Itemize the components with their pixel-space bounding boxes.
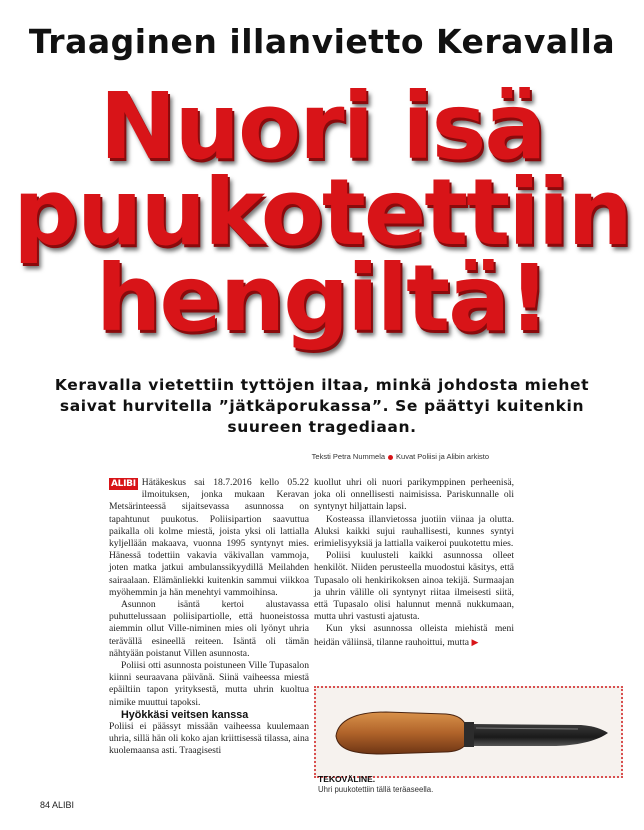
caption-title: TEKOVÄLINE. bbox=[318, 774, 376, 784]
paragraph bbox=[314, 623, 514, 648]
alibi-logo: ALIBI bbox=[111, 479, 136, 489]
page-folio: 84 ALIBI bbox=[40, 800, 75, 810]
paragraph: Poliisi otti asunnosta poistuneen Ville Tupasalon kiinni seuraavana päivänä. Siinä vaiheessa miestä epäiltiin tapon yrityksestä, mutta uhrin kuoltua nimike muuttui tapoksi. bbox=[109, 660, 309, 708]
paragraph: Kosteassa illanvietossa juotiin viinaa ja olutta. Aluksi kaikki sujui rauhallisesti, kunnes syntyi erimielisyyksiä ja lattialla vaikeroi puukotettu mies. bbox=[314, 513, 514, 550]
knife-blade bbox=[474, 724, 608, 746]
kicker: Traaginen illanvietto Keravalla bbox=[28, 22, 616, 61]
paragraph-text: Hätäkeskus sai 18.7.2016 kello 05.22 ilmoituksen, jonka mukaan Keravan Metsärinteessä sijaitsevassa asunnossa on tapahtunut puukotus. Poliisipartion saavuttua paikalla oli kolme miestä, joista yksi oli lattialla kyljellään makaava, vuonna 1995 syntynyt mies. Hänessä todettiin vakavia väkivallan vammoja, joten matka jatkui ambulanssikyydillä Meilahden sairaalaan. Elämänliekki kuitenkin sammui viikkoa myöhemmin ja hän menehtyi vammoihinsa. bbox=[109, 477, 309, 598]
knife-bolster bbox=[464, 722, 474, 747]
photo-credit: Kuvat Poliisi ja Alibin arkisto bbox=[396, 452, 489, 461]
headline-line-3: hengiltä! bbox=[95, 245, 549, 352]
caption-text: Uhri puukotettiin tällä teräaseella. bbox=[318, 785, 434, 794]
credit-separator-dot bbox=[388, 455, 393, 460]
article-column-2 bbox=[314, 477, 514, 649]
article-column-1 bbox=[109, 477, 309, 758]
paragraph bbox=[109, 477, 309, 599]
paragraph: Poliisi kuulusteli kaikki asunnossa olleet henkilöt. Niiden perusteella muodostui käsitys, että Tupasalo oli henkirikoksen ainoa tekijä. Surmaajan ja uhrin välille oli syntynyt riitaa ilmeisesti siitä, että Tupasalo olisi halunnut mennä nukkumaan, mutta uhri vastusti ajatusta. bbox=[314, 550, 514, 623]
headline-line-1: Nuori isä bbox=[99, 73, 545, 180]
knife-photo bbox=[314, 686, 623, 778]
knife-handle bbox=[336, 712, 466, 754]
subheading: Hyökkäsi veitsen kanssa bbox=[121, 708, 249, 721]
paragraph: Asunnon isäntä kertoi alustavassa puhuttelussaan poliisipartiolle, että huoneistossa aiemmin ollut Ville-niminen mies oli lyönyt uhria terävällä esineellä reiteen. Isäntä oli tämän nähtyään poistanut Villen asunnosta. bbox=[109, 599, 309, 659]
paragraph: kuollut uhri oli nuori parikymppinen perheenisä, joka oli onnellisesti naimisissa. Pariskunnalle oli syntynyt hiljattain lapsi. bbox=[314, 477, 514, 513]
credits bbox=[312, 452, 489, 461]
headline-line-2: puukotettiin bbox=[13, 159, 631, 266]
knife-illustration bbox=[316, 688, 621, 776]
paragraph: Poliisi ei päässyt missään vaiheessa kuulemaan uhria, sillä hän oli koko ajan kriittisessä tilassa, aina kuolemaansa asti. Traagisesti bbox=[109, 721, 309, 757]
lead-paragraph: Keravalla vietettiin tyttöjen iltaa, minkä johdosta miehet saivat hurvitella ”jätkäporukassa”. Se päättyi kuitenkin suureen tragediaan. bbox=[54, 376, 590, 436]
continue-arrow-icon: ▶ bbox=[471, 636, 479, 647]
headline bbox=[0, 73, 644, 352]
paragraph-text: Kun yksi asunnossa olleista miehistä meni heidän väliinsä, tilanne rauhoittui, mutta bbox=[314, 623, 514, 648]
text-credit: Teksti Petra Nummela bbox=[311, 452, 386, 461]
